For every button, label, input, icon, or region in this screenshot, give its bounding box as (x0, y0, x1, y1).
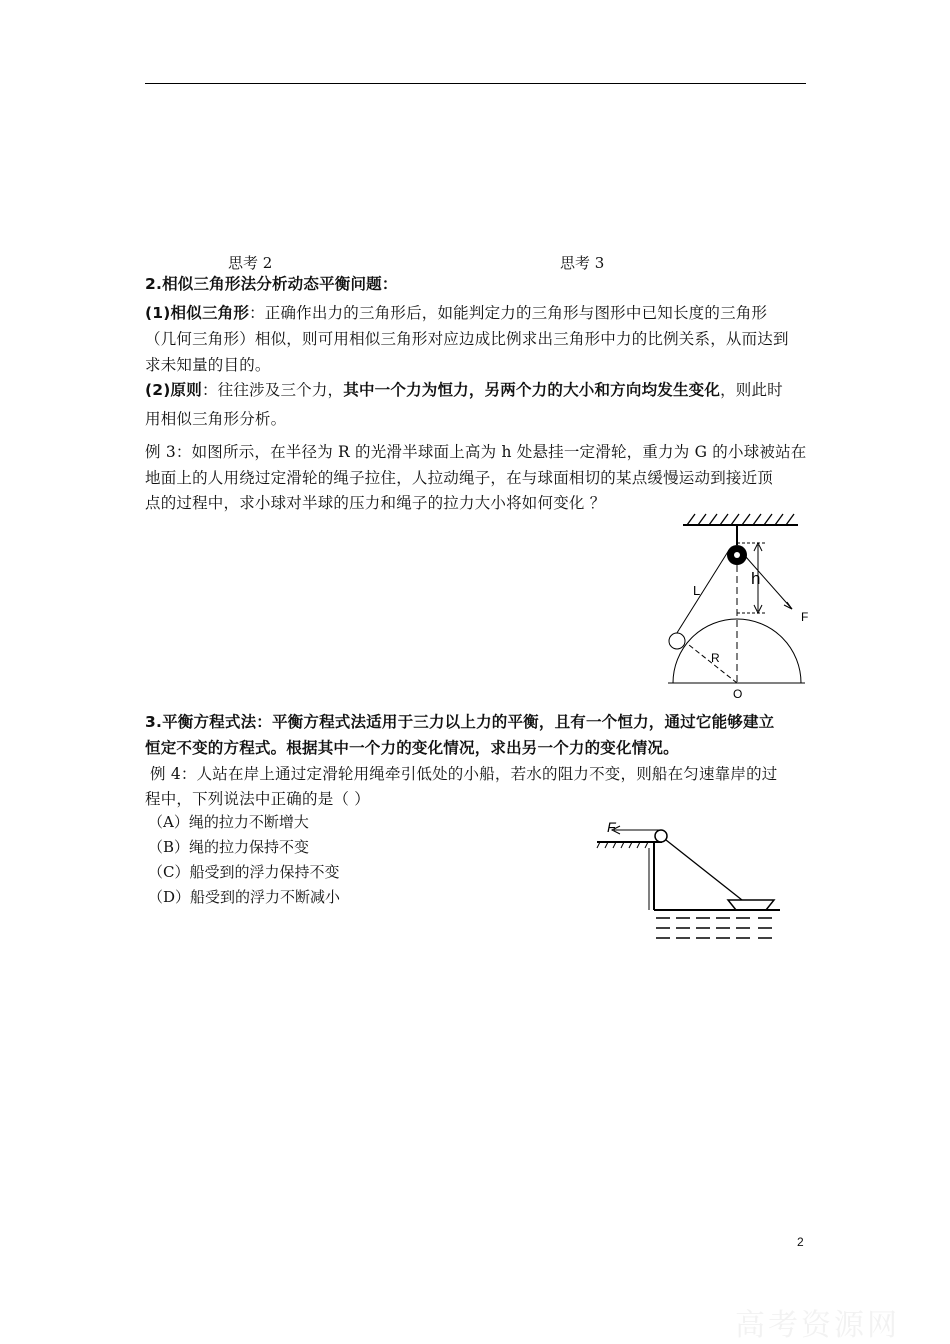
caption-think-3: 思考 3 (560, 254, 605, 272)
label-O: O (733, 687, 743, 701)
example4-line1: 例 4：人站在岸上通过定滑轮用绳牵引低处的小船，若水的阻力不变，则船在匀速靠岸的过 (150, 765, 778, 783)
rope-left (675, 550, 729, 636)
example3-line2: 地面上的人用绕过定滑轮的绳子拉住，人拉动绳子，在与球面相切的某点缓慢运动到接近顶 (145, 469, 774, 487)
section3-line2: 恒定不变的方程式。根据其中一个力的变化情况，求出另一个力的变化情况。 (145, 739, 679, 757)
example3-figure (665, 505, 815, 700)
option-b[interactable]: （B）绳的拉力保持不变 (148, 838, 310, 856)
section2-p2-line2: 用相似三角形分析。 (145, 410, 287, 428)
caption-think-2: 思考 2 (228, 254, 273, 272)
example4-figure (592, 818, 782, 948)
option-d[interactable]: （D）船受到的浮力不断减小 (148, 888, 341, 906)
rope (666, 840, 742, 900)
example3-line3: 点的过程中，求小球对半球的压力和绳子的拉力大小将如何变化 ？ (145, 494, 606, 512)
section3-line1: 3.平衡方程式法：平衡方程式法适用于三力以上力的平衡，且有一个恒力，通过它能够建立 (145, 713, 775, 731)
p2-mid: ：往往涉及三个力， (201, 381, 344, 399)
section2-p1-line3: 求未知量的目的。 (145, 356, 271, 374)
example4-line2: 程中，下列说法中正确的是（ ） (145, 790, 370, 808)
label-F: F (607, 819, 616, 835)
p2-end: ，则此时 (720, 381, 783, 399)
hemisphere (673, 619, 801, 683)
p2-bold: 其中一个力为恒力，另两个力的大小和方向均发生变化 (343, 381, 721, 399)
label-L: L (693, 583, 701, 598)
option-c[interactable]: （C）船受到的浮力保持不变 (148, 863, 340, 881)
p1-label: (1)相似三角形 (145, 304, 250, 322)
boat (728, 900, 774, 910)
section2-heading: 2.相似三角形法分析动态平衡问题： (145, 275, 398, 293)
section2-p2-line1 (145, 378, 783, 400)
watermark: 高考资源网 (735, 1308, 900, 1343)
section2-p1-line2: （几何三角形）相似，则可用相似三角形对应边成比例求出三角形中力的比例关系，从而达到 (145, 330, 789, 348)
label-F: F (801, 610, 809, 624)
small-ball (669, 633, 685, 649)
p1-text: ：正确作出力的三角形后，如能判定力的三角形与图形中已知长度的三角形 (249, 304, 768, 322)
pulley (655, 830, 667, 842)
option-a[interactable]: （A）绳的拉力不断增大 (148, 813, 309, 831)
p2-label: (2)原则 (145, 381, 202, 399)
header-rule (145, 83, 806, 84)
example3-line1: 例 3：如图所示，在半径为 R 的光滑半球面上高为 h 处悬挂一定滑轮，重力为 G 的小球被站在 (145, 443, 807, 461)
label-h: h (751, 569, 761, 588)
page-number: 2 (797, 1235, 804, 1249)
label-R: R (711, 651, 720, 665)
section2-p1-line1 (145, 301, 767, 323)
